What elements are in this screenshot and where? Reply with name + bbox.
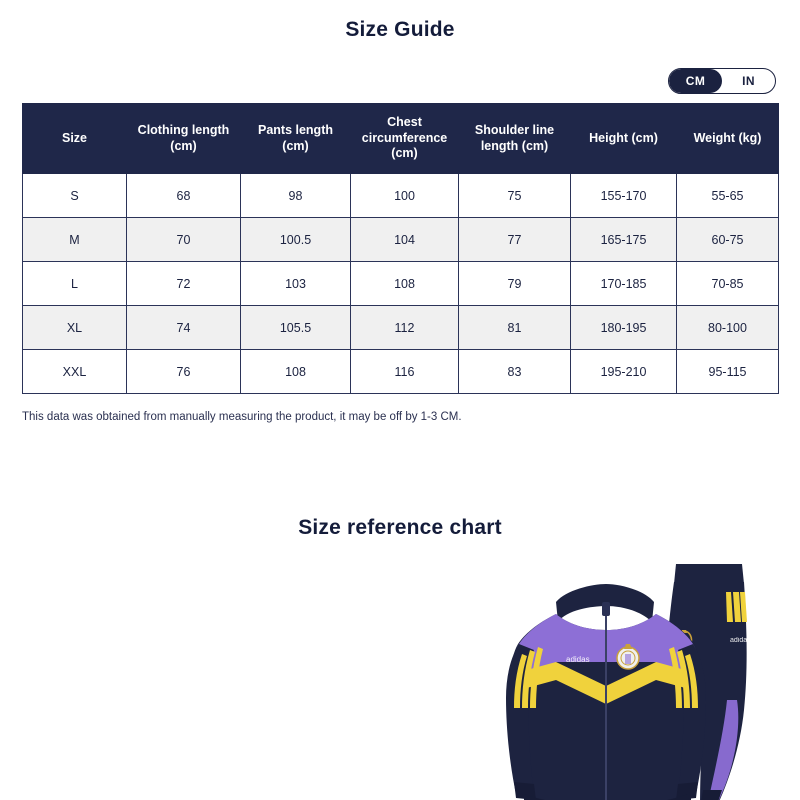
cell-chest: 108 <box>351 262 459 306</box>
cell-size: S <box>23 174 127 218</box>
cell-clothing-length: 68 <box>127 174 241 218</box>
cell-pants-length: 108 <box>241 350 351 394</box>
cell-pants-length: 105.5 <box>241 306 351 350</box>
header-unit-chest: (cm) <box>391 146 418 161</box>
column-header-shoulder-line-length <box>459 104 571 174</box>
column-header-height <box>571 104 677 174</box>
table-row <box>23 218 779 262</box>
cell-height: 170-185 <box>571 262 677 306</box>
size-table-head <box>23 104 779 174</box>
cell-size: XL <box>23 306 127 350</box>
header-text-size: Size <box>61 130 87 145</box>
cell-clothing-length: 70 <box>127 218 241 262</box>
reference-chart-section <box>0 462 800 800</box>
cell-height: 165-175 <box>571 218 677 262</box>
cell-size: L <box>23 262 127 306</box>
table-row <box>23 174 779 218</box>
cell-chest: 116 <box>351 350 459 394</box>
column-header-clothing-length <box>127 104 241 174</box>
table-row <box>23 262 779 306</box>
cell-size: M <box>23 218 127 262</box>
cell-shoulder: 83 <box>459 350 571 394</box>
cell-weight: 70-85 <box>677 262 779 306</box>
table-row <box>23 350 779 394</box>
unit-toggle-cm[interactable]: CM <box>669 69 722 93</box>
cell-height: 195-210 <box>571 350 677 394</box>
cell-shoulder: 77 <box>459 218 571 262</box>
cell-shoulder: 75 <box>459 174 571 218</box>
header-text-height: Height (cm) <box>589 130 658 145</box>
table-header-row <box>23 104 779 174</box>
unit-toggle[interactable] <box>668 68 776 94</box>
measurement-note: This data was obtained from manually measuring the product, it may be off by 1-3 CM. <box>22 411 462 423</box>
table-row <box>23 306 779 350</box>
svg-text:adidas: adidas <box>566 655 590 664</box>
cell-weight: 95-115 <box>677 350 779 394</box>
product-image <box>0 550 800 800</box>
cell-clothing-length: 74 <box>127 306 241 350</box>
header-text-clothing-length: Clothing length <box>137 122 230 137</box>
header-text-shoulder-2: length (cm) <box>480 138 549 153</box>
column-header-pants-length <box>241 104 351 174</box>
cell-weight: 60-75 <box>677 218 779 262</box>
cell-shoulder: 81 <box>459 306 571 350</box>
cell-height: 180-195 <box>571 306 677 350</box>
header-text-pants-length: Pants length <box>257 122 333 137</box>
cell-weight: 80-100 <box>677 306 779 350</box>
cell-shoulder: 79 <box>459 262 571 306</box>
unit-toggle-in[interactable]: IN <box>742 74 755 88</box>
header-text-weight: Weight (kg) <box>693 130 762 145</box>
size-table <box>22 103 779 394</box>
column-header-size <box>23 104 127 174</box>
header-text-chest: Chest <box>387 115 422 130</box>
cell-size: XXL <box>23 350 127 394</box>
cell-pants-length: 103 <box>241 262 351 306</box>
header-unit-clothing-length: (cm) <box>170 138 197 153</box>
cell-clothing-length: 76 <box>127 350 241 394</box>
column-header-weight <box>677 104 779 174</box>
reference-chart-title: Size reference chart <box>298 516 502 539</box>
size-table-body <box>23 174 779 394</box>
cell-height: 155-170 <box>571 174 677 218</box>
page-title: Size Guide <box>345 18 455 41</box>
cell-chest: 112 <box>351 306 459 350</box>
cell-chest: 104 <box>351 218 459 262</box>
svg-text:adidas: adidas <box>730 637 751 644</box>
cell-weight: 55-65 <box>677 174 779 218</box>
cell-pants-length: 100.5 <box>241 218 351 262</box>
column-header-chest-circumference <box>351 104 459 174</box>
header-text-shoulder: Shoulder line <box>474 122 555 137</box>
cell-clothing-length: 72 <box>127 262 241 306</box>
size-table-wrapper <box>22 103 778 394</box>
cell-chest: 100 <box>351 174 459 218</box>
header-unit-pants-length: (cm) <box>282 138 309 153</box>
header-text-chest-2: circumference <box>361 130 448 145</box>
cell-pants-length: 98 <box>241 174 351 218</box>
tracksuit-illustration <box>0 550 800 800</box>
